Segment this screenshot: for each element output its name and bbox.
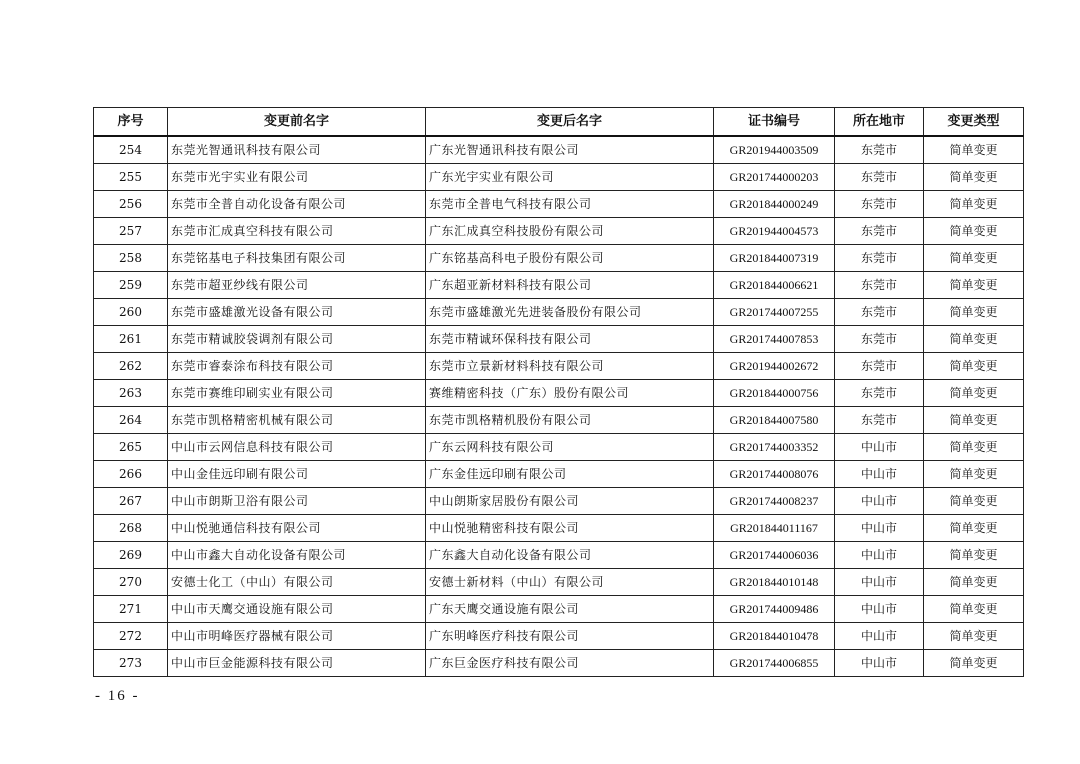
cell-name-after: 中山悦驰精密科技有限公司 bbox=[426, 515, 714, 542]
cell-name-after: 广东金佳远印刷有限公司 bbox=[426, 461, 714, 488]
cell-name-before: 东莞市赛维印刷实业有限公司 bbox=[168, 380, 426, 407]
cell-name-before: 东莞市超亚纱线有限公司 bbox=[168, 272, 426, 299]
cell-seq: 264 bbox=[94, 407, 168, 434]
table-row bbox=[94, 488, 1024, 515]
cell-cert-number: GR201844000756 bbox=[714, 380, 835, 407]
cell-name-before: 东莞市盛雄激光设备有限公司 bbox=[168, 299, 426, 326]
cell-cert-number: GR201744003352 bbox=[714, 434, 835, 461]
cell-name-before: 安德士化工（中山）有限公司 bbox=[168, 569, 426, 596]
cell-city: 东莞市 bbox=[835, 380, 924, 407]
cell-change-type: 简单变更 bbox=[924, 164, 1024, 191]
cell-change-type: 简单变更 bbox=[924, 596, 1024, 623]
cell-change-type: 简单变更 bbox=[924, 136, 1024, 164]
cell-seq: 262 bbox=[94, 353, 168, 380]
cell-seq: 268 bbox=[94, 515, 168, 542]
header-seq: 序号 bbox=[94, 108, 168, 137]
cell-city: 东莞市 bbox=[835, 353, 924, 380]
cell-cert-number: GR201844006621 bbox=[714, 272, 835, 299]
cell-name-before: 东莞光智通讯科技有限公司 bbox=[168, 136, 426, 164]
table-row bbox=[94, 461, 1024, 488]
cell-cert-number: GR201844000249 bbox=[714, 191, 835, 218]
cell-cert-number: GR201844007580 bbox=[714, 407, 835, 434]
cell-name-after: 东莞市立景新材料科技有限公司 bbox=[426, 353, 714, 380]
cell-name-before: 中山悦驰通信科技有限公司 bbox=[168, 515, 426, 542]
cell-seq: 257 bbox=[94, 218, 168, 245]
cell-name-after: 东莞市全普电气科技有限公司 bbox=[426, 191, 714, 218]
cell-seq: 273 bbox=[94, 650, 168, 677]
cell-change-type: 简单变更 bbox=[924, 488, 1024, 515]
cell-seq: 258 bbox=[94, 245, 168, 272]
cell-seq: 270 bbox=[94, 569, 168, 596]
cell-seq: 256 bbox=[94, 191, 168, 218]
cell-cert-number: GR201944002672 bbox=[714, 353, 835, 380]
cell-name-after: 广东铭基高科电子股份有限公司 bbox=[426, 245, 714, 272]
header-name-before: 变更前名字 bbox=[168, 108, 426, 137]
cell-name-before: 东莞市光宇实业有限公司 bbox=[168, 164, 426, 191]
cell-name-before: 东莞市精诚胶袋调剂有限公司 bbox=[168, 326, 426, 353]
cell-city: 东莞市 bbox=[835, 299, 924, 326]
cell-city: 中山市 bbox=[835, 515, 924, 542]
cell-name-after: 广东巨金医疗科技有限公司 bbox=[426, 650, 714, 677]
cell-name-before: 中山市朗斯卫浴有限公司 bbox=[168, 488, 426, 515]
cell-change-type: 简单变更 bbox=[924, 407, 1024, 434]
cell-city: 中山市 bbox=[835, 623, 924, 650]
cell-name-after: 广东云网科技有限公司 bbox=[426, 434, 714, 461]
cell-change-type: 简单变更 bbox=[924, 326, 1024, 353]
cell-seq: 254 bbox=[94, 136, 168, 164]
cell-cert-number: GR201944003509 bbox=[714, 136, 835, 164]
page-number: - 16 - bbox=[95, 688, 140, 704]
cell-name-after: 安德士新材料（中山）有限公司 bbox=[426, 569, 714, 596]
cell-city: 东莞市 bbox=[835, 164, 924, 191]
table-row bbox=[94, 164, 1024, 191]
cell-seq: 266 bbox=[94, 461, 168, 488]
cell-city: 中山市 bbox=[835, 542, 924, 569]
cell-change-type: 简单变更 bbox=[924, 434, 1024, 461]
cell-cert-number: GR201844007319 bbox=[714, 245, 835, 272]
cell-cert-number: GR201844011167 bbox=[714, 515, 835, 542]
table-header bbox=[94, 108, 1024, 137]
cell-change-type: 简单变更 bbox=[924, 515, 1024, 542]
cell-name-before: 东莞铭基电子科技集团有限公司 bbox=[168, 245, 426, 272]
table-header-row bbox=[94, 108, 1024, 137]
table-row bbox=[94, 191, 1024, 218]
cell-city: 东莞市 bbox=[835, 326, 924, 353]
cell-name-after: 广东明峰医疗科技有限公司 bbox=[426, 623, 714, 650]
cell-city: 东莞市 bbox=[835, 272, 924, 299]
cell-city: 东莞市 bbox=[835, 245, 924, 272]
cell-cert-number: GR201744007853 bbox=[714, 326, 835, 353]
cell-name-before: 东莞市睿泰涂布科技有限公司 bbox=[168, 353, 426, 380]
cell-name-before: 中山市云网信息科技有限公司 bbox=[168, 434, 426, 461]
table-row bbox=[94, 515, 1024, 542]
cell-city: 中山市 bbox=[835, 434, 924, 461]
cell-seq: 265 bbox=[94, 434, 168, 461]
cell-city: 中山市 bbox=[835, 596, 924, 623]
cell-name-after: 东莞市盛雄激光先进装备股份有限公司 bbox=[426, 299, 714, 326]
cell-name-after: 广东鑫大自动化设备有限公司 bbox=[426, 542, 714, 569]
cell-change-type: 简单变更 bbox=[924, 353, 1024, 380]
cell-seq: 260 bbox=[94, 299, 168, 326]
cell-change-type: 简单变更 bbox=[924, 272, 1024, 299]
cell-change-type: 简单变更 bbox=[924, 191, 1024, 218]
table-row bbox=[94, 407, 1024, 434]
cell-city: 中山市 bbox=[835, 569, 924, 596]
table-row bbox=[94, 434, 1024, 461]
cell-name-before: 中山市巨金能源科技有限公司 bbox=[168, 650, 426, 677]
cell-cert-number: GR201744000203 bbox=[714, 164, 835, 191]
cell-name-before: 中山市天鹰交通设施有限公司 bbox=[168, 596, 426, 623]
cell-name-after: 广东光宇实业有限公司 bbox=[426, 164, 714, 191]
table-row bbox=[94, 218, 1024, 245]
cell-name-before: 东莞市全普自动化设备有限公司 bbox=[168, 191, 426, 218]
cell-name-before: 中山市明峰医疗器械有限公司 bbox=[168, 623, 426, 650]
cell-cert-number: GR201944004573 bbox=[714, 218, 835, 245]
header-city: 所在地市 bbox=[835, 108, 924, 137]
cell-name-after: 东莞市凯格精机股份有限公司 bbox=[426, 407, 714, 434]
cell-seq: 272 bbox=[94, 623, 168, 650]
cell-name-before: 东莞市汇成真空科技有限公司 bbox=[168, 218, 426, 245]
table-row bbox=[94, 353, 1024, 380]
cell-change-type: 简单变更 bbox=[924, 569, 1024, 596]
cell-cert-number: GR201744008237 bbox=[714, 488, 835, 515]
table-row bbox=[94, 272, 1024, 299]
header-change-type: 变更类型 bbox=[924, 108, 1024, 137]
cell-change-type: 简单变更 bbox=[924, 461, 1024, 488]
cell-name-after: 广东超亚新材料科技有限公司 bbox=[426, 272, 714, 299]
cell-change-type: 简单变更 bbox=[924, 299, 1024, 326]
cell-city: 中山市 bbox=[835, 488, 924, 515]
cell-seq: 263 bbox=[94, 380, 168, 407]
cell-city: 中山市 bbox=[835, 461, 924, 488]
cell-cert-number: GR201744009486 bbox=[714, 596, 835, 623]
cell-name-after: 赛维精密科技（广东）股份有限公司 bbox=[426, 380, 714, 407]
cell-change-type: 简单变更 bbox=[924, 623, 1024, 650]
cell-seq: 259 bbox=[94, 272, 168, 299]
cell-city: 东莞市 bbox=[835, 136, 924, 164]
cell-name-after: 东莞市精诚环保科技有限公司 bbox=[426, 326, 714, 353]
table-row bbox=[94, 299, 1024, 326]
cell-change-type: 简单变更 bbox=[924, 245, 1024, 272]
cell-name-after: 中山朗斯家居股份有限公司 bbox=[426, 488, 714, 515]
table-row bbox=[94, 245, 1024, 272]
cell-name-after: 广东光智通讯科技有限公司 bbox=[426, 136, 714, 164]
table-row bbox=[94, 542, 1024, 569]
cell-cert-number: GR201744007255 bbox=[714, 299, 835, 326]
cell-seq: 255 bbox=[94, 164, 168, 191]
cell-seq: 267 bbox=[94, 488, 168, 515]
cell-change-type: 简单变更 bbox=[924, 542, 1024, 569]
header-name-after: 变更后名字 bbox=[426, 108, 714, 137]
cell-change-type: 简单变更 bbox=[924, 380, 1024, 407]
table-row bbox=[94, 569, 1024, 596]
cell-change-type: 简单变更 bbox=[924, 218, 1024, 245]
table-row bbox=[94, 596, 1024, 623]
cell-name-before: 东莞市凯格精密机械有限公司 bbox=[168, 407, 426, 434]
cell-seq: 261 bbox=[94, 326, 168, 353]
table-row bbox=[94, 380, 1024, 407]
table-row bbox=[94, 136, 1024, 164]
cell-cert-number: GR201744006036 bbox=[714, 542, 835, 569]
cell-name-after: 广东天鹰交通设施有限公司 bbox=[426, 596, 714, 623]
cell-cert-number: GR201744006855 bbox=[714, 650, 835, 677]
cell-cert-number: GR201744008076 bbox=[714, 461, 835, 488]
cell-change-type: 简单变更 bbox=[924, 650, 1024, 677]
cell-cert-number: GR201844010478 bbox=[714, 623, 835, 650]
cell-city: 中山市 bbox=[835, 650, 924, 677]
company-name-change-table bbox=[93, 107, 1024, 677]
cell-name-before: 中山市鑫大自动化设备有限公司 bbox=[168, 542, 426, 569]
header-cert-number: 证书编号 bbox=[714, 108, 835, 137]
cell-city: 东莞市 bbox=[835, 218, 924, 245]
table-row bbox=[94, 623, 1024, 650]
cell-city: 东莞市 bbox=[835, 407, 924, 434]
table-row bbox=[94, 650, 1024, 677]
cell-city: 东莞市 bbox=[835, 191, 924, 218]
cell-name-after: 广东汇成真空科技股份有限公司 bbox=[426, 218, 714, 245]
cell-cert-number: GR201844010148 bbox=[714, 569, 835, 596]
table-row bbox=[94, 326, 1024, 353]
cell-name-before: 中山金佳远印刷有限公司 bbox=[168, 461, 426, 488]
cell-seq: 271 bbox=[94, 596, 168, 623]
cell-seq: 269 bbox=[94, 542, 168, 569]
table-body bbox=[94, 136, 1024, 677]
